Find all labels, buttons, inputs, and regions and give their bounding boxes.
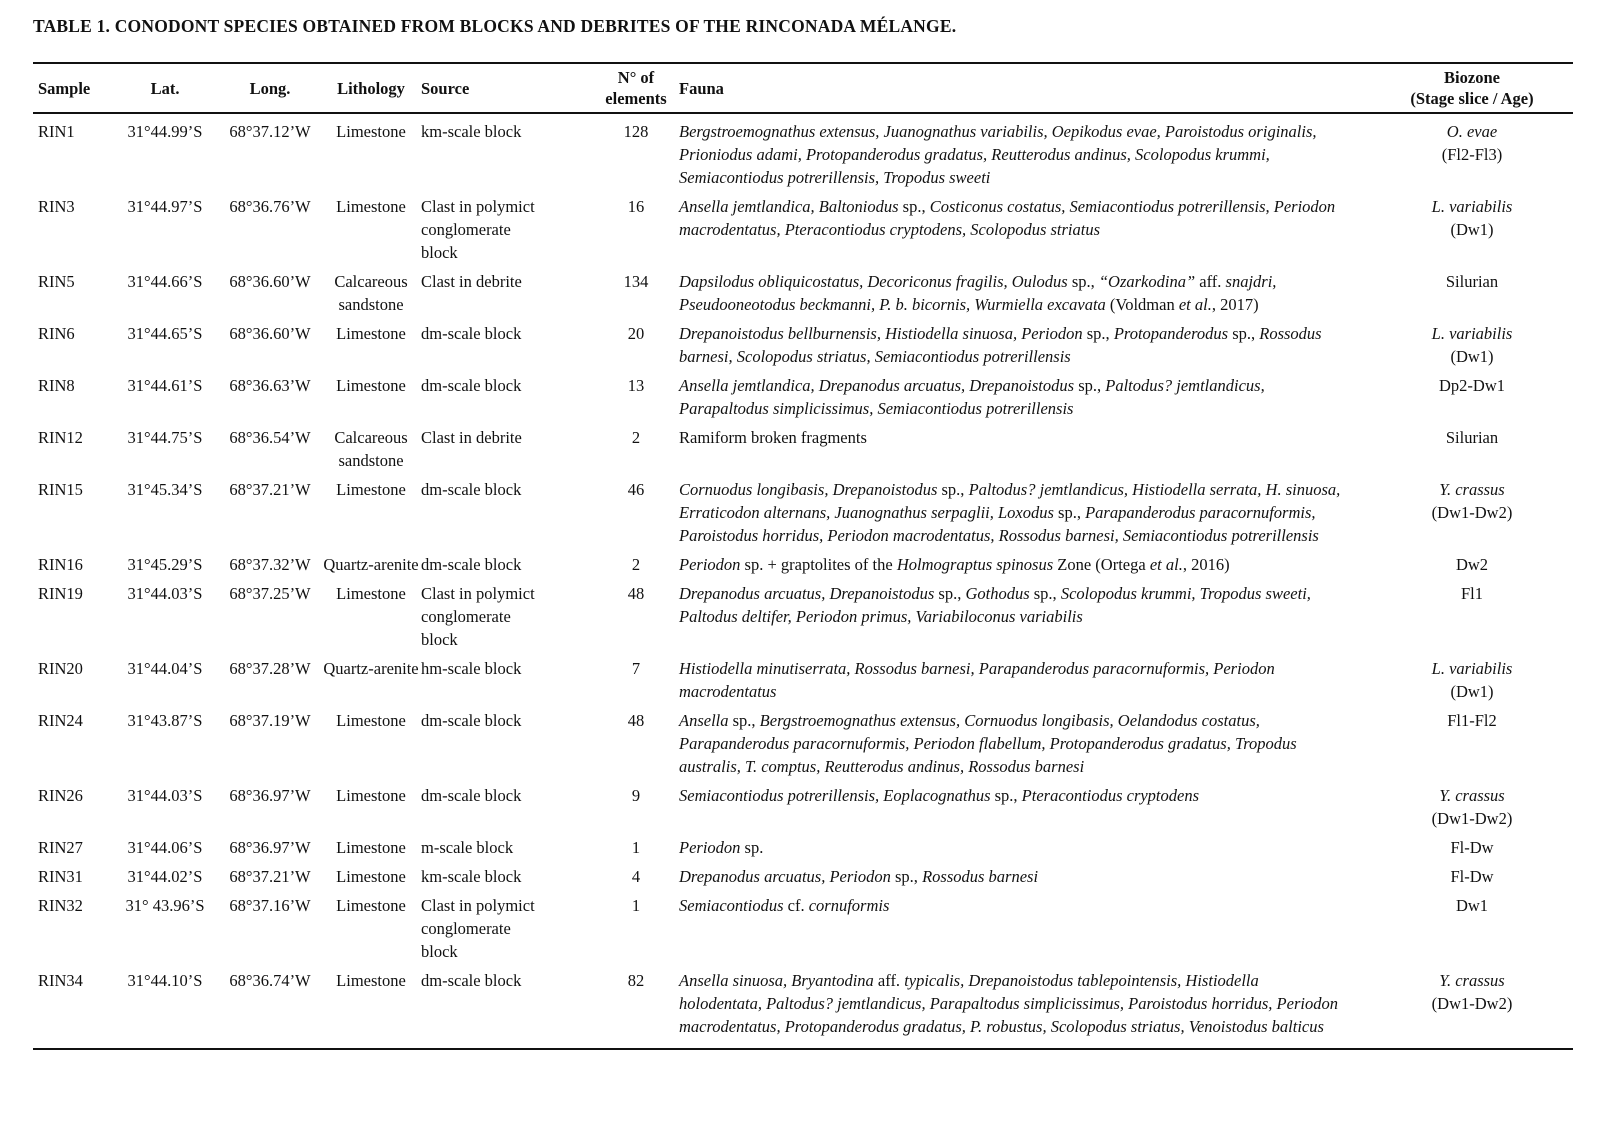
cell-lithology: Limestone bbox=[336, 838, 406, 857]
cell-sample: RIN3 bbox=[38, 197, 75, 216]
cell-sample: RIN19 bbox=[38, 584, 83, 603]
cell-source: dm-scale block bbox=[421, 555, 522, 574]
cell-lat: 31°44.75’S bbox=[127, 428, 203, 447]
cell-lithology: Quartz-arenite bbox=[323, 555, 419, 574]
cell-source: dm-scale block bbox=[421, 711, 522, 730]
cell-biozone: Dp2-Dw1 bbox=[1439, 376, 1505, 395]
cell-biozone: L. variabilis (Dw1) bbox=[1431, 197, 1513, 239]
cell-sample: RIN31 bbox=[38, 867, 83, 886]
cell-lithology: Limestone bbox=[336, 786, 406, 805]
cell-elements: 2 bbox=[631, 428, 641, 447]
cell-lat: 31°44.02’S bbox=[127, 867, 203, 886]
cell-elements: 1 bbox=[631, 838, 641, 857]
cell-biozone: L. variabilis (Dw1) bbox=[1431, 324, 1513, 366]
cell-lat: 31°44.10’S bbox=[127, 971, 203, 990]
cell-lithology: Limestone bbox=[336, 324, 406, 343]
cell-lat: 31°44.65’S bbox=[127, 324, 203, 343]
cell-lat: 31° 43.96’S bbox=[125, 896, 205, 915]
cell-biozone: Y. crassus (Dw1-Dw2) bbox=[1431, 480, 1513, 522]
cell-long: 68°37.32’W bbox=[229, 555, 311, 574]
column-header-biozone: Biozone (Stage slice / Age) bbox=[1410, 68, 1534, 108]
cell-sample: RIN24 bbox=[38, 711, 83, 730]
cell-source: Clast in polymict conglomerate block bbox=[421, 584, 535, 649]
cell-fauna: Periodon sp. + graptolites of the Holmograptus spinosus Zone (Ortega et al., 2016) bbox=[679, 555, 1230, 574]
cell-fauna: Histiodella minutiserrata, Rossodus barnesi, Parapanderodus paracornuformis, Periodon macrodentatus bbox=[679, 659, 1275, 701]
cell-elements: 128 bbox=[623, 122, 649, 141]
conodont-species-table bbox=[33, 62, 1573, 1050]
cell-source: Clast in polymict conglomerate block bbox=[421, 896, 535, 961]
cell-lat: 31°44.06’S bbox=[127, 838, 203, 857]
cell-fauna: Ansella jemtlandica, Baltoniodus sp., Costiconus costatus, Semiacontiodus potrerillensis, Periodon macrodentatus, Pteracontiodus cryptodens, Scolopodus striatus bbox=[679, 197, 1336, 239]
cell-fauna: Ansella sinuosa, Bryantodina aff. typicalis, Drepanoistodus tablepointensis, Histiodella holodentata, Paltodus? jemtlandicus, Parapaltodus simplicissimus, Paroistodus horridus, Periodon macrodentatus, Protopanderodus gradatus, P. robustus, Scolopodus striatus, Venoistodus balticus bbox=[679, 971, 1338, 1036]
cell-fauna: Dapsilodus obliquicostatus, Decoriconus fragilis, Oulodus sp., “Ozarkodina” aff. snajdri, Pseudooneotodus beckmanni, P. b. bicornis, Wurmiella excavata (Voldman et al., 2017) bbox=[679, 272, 1277, 314]
cell-fauna: Drepanodus arcuatus, Drepanoistodus sp., Gothodus sp., Scolopodus krummi, Tropodus sweeti, Paltodus deltifer, Periodon primus, Variabiloconus variabilis bbox=[679, 584, 1311, 626]
cell-source: dm-scale block bbox=[421, 480, 522, 499]
cell-fauna: Cornuodus longibasis, Drepanoistodus sp., Paltodus? jemtlandicus, Histiodella serrata, H. sinuosa, Erraticodon alternans, Juanognathus serpaglii, Loxodus sp., Parapanderodus paracornuformis, Paroistodus horridus, Periodon macrodentatus, Rossodus barnesi, Semiacontiodus potrerillensis bbox=[679, 480, 1341, 545]
table-row bbox=[33, 892, 1573, 967]
cell-long: 68°36.76’W bbox=[229, 197, 311, 216]
cell-biozone: Fl-Dw bbox=[1450, 867, 1494, 886]
cell-source: hm-scale block bbox=[421, 659, 522, 678]
cell-lithology: Limestone bbox=[336, 711, 406, 730]
cell-fauna: Drepanodus arcuatus, Periodon sp., Rossodus barnesi bbox=[679, 867, 1039, 886]
table-row bbox=[33, 707, 1573, 782]
table-row bbox=[33, 476, 1573, 551]
cell-fauna: Bergstroemognathus extensus, Juanognathus variabilis, Oepikodus evae, Paroistodus originalis, Prioniodus adami, Protopanderodus gradatus, Reutterodus andinus, Scolopodus krummi, Semiacontiodus potrerillensis, Tropodus sweeti bbox=[679, 122, 1317, 187]
cell-source: km-scale block bbox=[421, 867, 522, 886]
table-header bbox=[33, 63, 1573, 113]
cell-long: 68°36.63’W bbox=[229, 376, 311, 395]
cell-biozone: Fl1-Fl2 bbox=[1447, 711, 1497, 730]
column-header-source: Source bbox=[421, 78, 470, 98]
cell-elements: 20 bbox=[627, 324, 645, 343]
table-row bbox=[33, 320, 1573, 372]
table-row bbox=[33, 372, 1573, 424]
cell-sample: RIN1 bbox=[38, 122, 75, 141]
cell-lithology: Limestone bbox=[336, 867, 406, 886]
cell-source: m-scale block bbox=[421, 838, 514, 857]
cell-biozone: Y. crassus (Dw1-Dw2) bbox=[1431, 971, 1513, 1013]
cell-elements: 134 bbox=[623, 272, 649, 291]
cell-elements: 7 bbox=[631, 659, 641, 678]
cell-source: dm-scale block bbox=[421, 971, 522, 990]
cell-lithology: Quartz-arenite bbox=[323, 659, 419, 678]
cell-biozone: Silurian bbox=[1445, 428, 1499, 447]
cell-biozone: Dw2 bbox=[1455, 555, 1489, 574]
cell-elements: 16 bbox=[627, 197, 645, 216]
cell-lat: 31°43.87’S bbox=[127, 711, 203, 730]
cell-long: 68°37.19’W bbox=[229, 711, 311, 730]
table-row bbox=[33, 113, 1573, 193]
cell-long: 68°36.97’W bbox=[229, 838, 311, 857]
table-row bbox=[33, 424, 1573, 476]
cell-long: 68°37.12’W bbox=[229, 122, 311, 141]
cell-elements: 4 bbox=[631, 867, 641, 886]
table-row bbox=[33, 782, 1573, 834]
table-row bbox=[33, 551, 1573, 580]
cell-lat: 31°44.03’S bbox=[127, 786, 203, 805]
cell-long: 68°37.21’W bbox=[229, 867, 311, 886]
cell-lithology: Limestone bbox=[336, 971, 406, 990]
cell-lat: 31°45.34’S bbox=[127, 480, 203, 499]
table-header-row bbox=[33, 63, 1573, 113]
table-row bbox=[33, 655, 1573, 707]
table-row bbox=[33, 863, 1573, 892]
cell-sample: RIN12 bbox=[38, 428, 83, 447]
column-header-lithology: Lithology bbox=[337, 78, 405, 98]
cell-source: dm-scale block bbox=[421, 786, 522, 805]
cell-fauna: Periodon sp. bbox=[679, 838, 764, 857]
column-header-lat: Lat. bbox=[150, 78, 180, 98]
cell-sample: RIN6 bbox=[38, 324, 75, 343]
cell-lat: 31°44.03’S bbox=[127, 584, 203, 603]
cell-sample: RIN26 bbox=[38, 786, 83, 805]
cell-elements: 13 bbox=[627, 376, 645, 395]
cell-sample: RIN8 bbox=[38, 376, 75, 395]
document-page bbox=[0, 16, 1603, 1139]
cell-fauna: Ansella jemtlandica, Drepanodus arcuatus, Drepanoistodus sp., Paltodus? jemtlandicus, Parapaltodus simplicissimus, Semiacontiodus potrerillensis bbox=[679, 376, 1265, 418]
cell-source: Clast in polymict conglomerate block bbox=[421, 197, 535, 262]
page-title: TABLE 1. CONODONT SPECIES OBTAINED FROM BLOCKS AND DEBRITES OF THE RINCONADA MÉLANGE. bbox=[33, 16, 957, 36]
cell-lat: 31°44.61’S bbox=[127, 376, 203, 395]
column-header-elements: N° of elements bbox=[605, 68, 667, 108]
cell-sample: RIN5 bbox=[38, 272, 75, 291]
cell-lithology: Limestone bbox=[336, 376, 406, 395]
cell-long: 68°37.28’W bbox=[229, 659, 311, 678]
cell-lithology: Limestone bbox=[336, 584, 406, 603]
cell-lithology: Calcareous sandstone bbox=[334, 428, 408, 470]
cell-elements: 48 bbox=[627, 584, 645, 603]
table-row bbox=[33, 268, 1573, 320]
cell-lat: 31°44.99’S bbox=[127, 122, 203, 141]
cell-elements: 9 bbox=[631, 786, 641, 805]
cell-lat: 31°44.66’S bbox=[127, 272, 203, 291]
column-header-long: Long. bbox=[249, 78, 291, 98]
cell-fauna: Ramiform broken fragments bbox=[679, 428, 867, 447]
cell-sample: RIN16 bbox=[38, 555, 83, 574]
cell-long: 68°36.60’W bbox=[229, 324, 311, 343]
cell-sample: RIN34 bbox=[38, 971, 83, 990]
cell-fauna: Drepanoistodus bellburnensis, Histiodella sinuosa, Periodon sp., Protopanderodus sp., Rossodus barnesi, Scolopodus striatus, Semiacontiodus potrerillensis bbox=[679, 324, 1322, 366]
cell-long: 68°37.21’W bbox=[229, 480, 311, 499]
cell-biozone: Silurian bbox=[1445, 272, 1499, 291]
cell-elements: 46 bbox=[627, 480, 645, 499]
cell-biozone: Dw1 bbox=[1455, 896, 1489, 915]
column-header-sample: Sample bbox=[38, 78, 91, 98]
cell-biozone: L. variabilis (Dw1) bbox=[1431, 659, 1513, 701]
cell-sample: RIN27 bbox=[38, 838, 83, 857]
cell-long: 68°36.97’W bbox=[229, 786, 311, 805]
cell-source: km-scale block bbox=[421, 122, 522, 141]
cell-fauna: Semiacontiodus potrerillensis, Eoplacognathus sp., Pteracontiodus cryptodens bbox=[679, 786, 1200, 805]
cell-source: Clast in debrite bbox=[421, 272, 522, 291]
cell-source: dm-scale block bbox=[421, 324, 522, 343]
cell-sample: RIN15 bbox=[38, 480, 83, 499]
table-row bbox=[33, 193, 1573, 268]
cell-lithology: Calcareous sandstone bbox=[334, 272, 408, 314]
cell-lithology: Limestone bbox=[336, 122, 406, 141]
cell-lat: 31°44.97’S bbox=[127, 197, 203, 216]
cell-elements: 82 bbox=[627, 971, 645, 990]
cell-biozone: Fl1 bbox=[1460, 584, 1483, 603]
cell-lithology: Limestone bbox=[336, 896, 406, 915]
cell-sample: RIN32 bbox=[38, 896, 83, 915]
cell-long: 68°36.60’W bbox=[229, 272, 311, 291]
cell-lithology: Limestone bbox=[336, 197, 406, 216]
cell-elements: 1 bbox=[631, 896, 641, 915]
cell-biozone: Y. crassus (Dw1-Dw2) bbox=[1431, 786, 1513, 828]
cell-long: 68°37.25’W bbox=[229, 584, 311, 603]
cell-sample: RIN20 bbox=[38, 659, 83, 678]
cell-biozone: O. evae (Fl2-Fl3) bbox=[1441, 122, 1503, 164]
cell-lat: 31°44.04’S bbox=[127, 659, 203, 678]
table-row bbox=[33, 580, 1573, 655]
table-row bbox=[33, 834, 1573, 863]
cell-biozone: Fl-Dw bbox=[1450, 838, 1494, 857]
column-header-fauna: Fauna bbox=[679, 78, 724, 98]
cell-elements: 48 bbox=[627, 711, 645, 730]
cell-fauna: Semiacontiodus cf. cornuformis bbox=[679, 896, 890, 915]
cell-long: 68°36.74’W bbox=[229, 971, 311, 990]
cell-elements: 2 bbox=[631, 555, 641, 574]
cell-source: Clast in debrite bbox=[421, 428, 522, 447]
table-row bbox=[33, 967, 1573, 1049]
cell-lithology: Limestone bbox=[336, 480, 406, 499]
cell-long: 68°37.16’W bbox=[229, 896, 311, 915]
table-body bbox=[33, 113, 1573, 1049]
cell-long: 68°36.54’W bbox=[229, 428, 311, 447]
cell-fauna: Ansella sp., Bergstroemognathus extensus, Cornuodus longibasis, Oelandodus costatus, Parapanderodus paracornuformis, Periodon flabellum, Protopanderodus gradatus, Tropodus australis, T. comptus, Reutterodus andinus, Rossodus barnesi bbox=[679, 711, 1297, 776]
cell-lat: 31°45.29’S bbox=[127, 555, 203, 574]
cell-source: dm-scale block bbox=[421, 376, 522, 395]
